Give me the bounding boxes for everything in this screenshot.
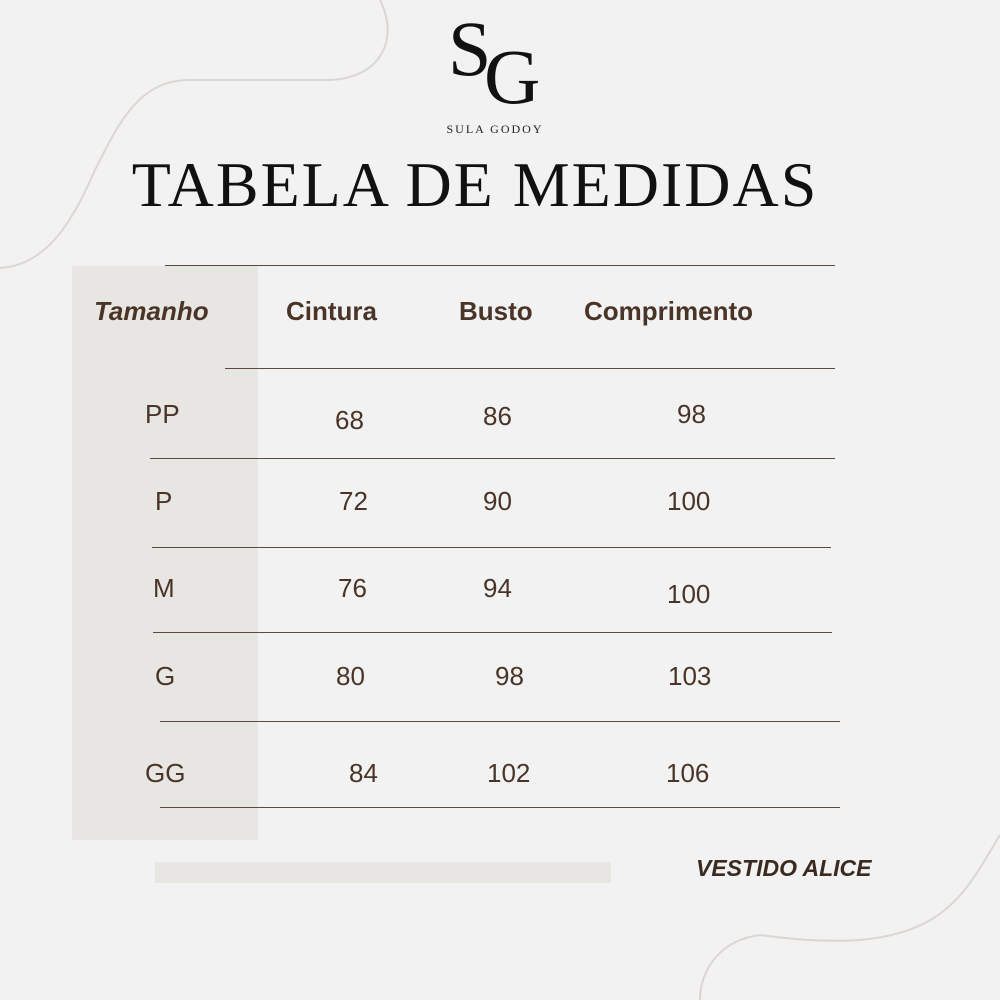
cell-comprimento: 106 [666,758,710,788]
cell-comprimento: 100 [667,579,711,609]
cell-size: M [153,573,175,603]
cell-comprimento: 103 [668,661,712,691]
cell-size: G [155,661,176,691]
brand-name: SULA GODOY [446,122,544,136]
cell-cintura: 84 [349,758,378,788]
cell-comprimento: 98 [677,399,706,429]
cell-cintura: 72 [339,486,368,516]
header-tamanho: Tamanho [94,296,209,326]
table-divider [153,632,832,633]
table-divider [160,721,840,722]
header-cintura: Cintura [286,296,377,326]
logo-letter-s: S [448,5,492,92]
table-divider [150,458,835,459]
header-busto: Busto [459,296,533,326]
product-name: VESTIDO ALICE [696,855,872,881]
cell-size: GG [145,758,186,788]
decorative-bar [155,862,611,883]
table-divider [225,368,835,369]
page-title: TABELA DE MEDIDAS [131,149,819,220]
cell-busto: 90 [483,486,512,516]
header-comprimento: Comprimento [584,296,753,326]
logo-letter-g: G [484,33,541,120]
table-divider [165,265,835,266]
cell-busto: 102 [487,758,531,788]
cell-cintura: 76 [338,573,367,603]
cell-busto: 86 [483,401,512,431]
cell-comprimento: 100 [667,486,711,516]
cell-cintura: 68 [335,405,364,435]
table-divider [152,547,831,548]
cell-cintura: 80 [336,661,365,691]
table-divider [160,807,840,808]
size-column-background [72,266,258,840]
cell-busto: 98 [495,661,524,691]
brand-logo [440,5,550,120]
cell-size: P [155,486,173,516]
cell-busto: 94 [483,573,512,603]
cell-size: PP [145,399,180,429]
